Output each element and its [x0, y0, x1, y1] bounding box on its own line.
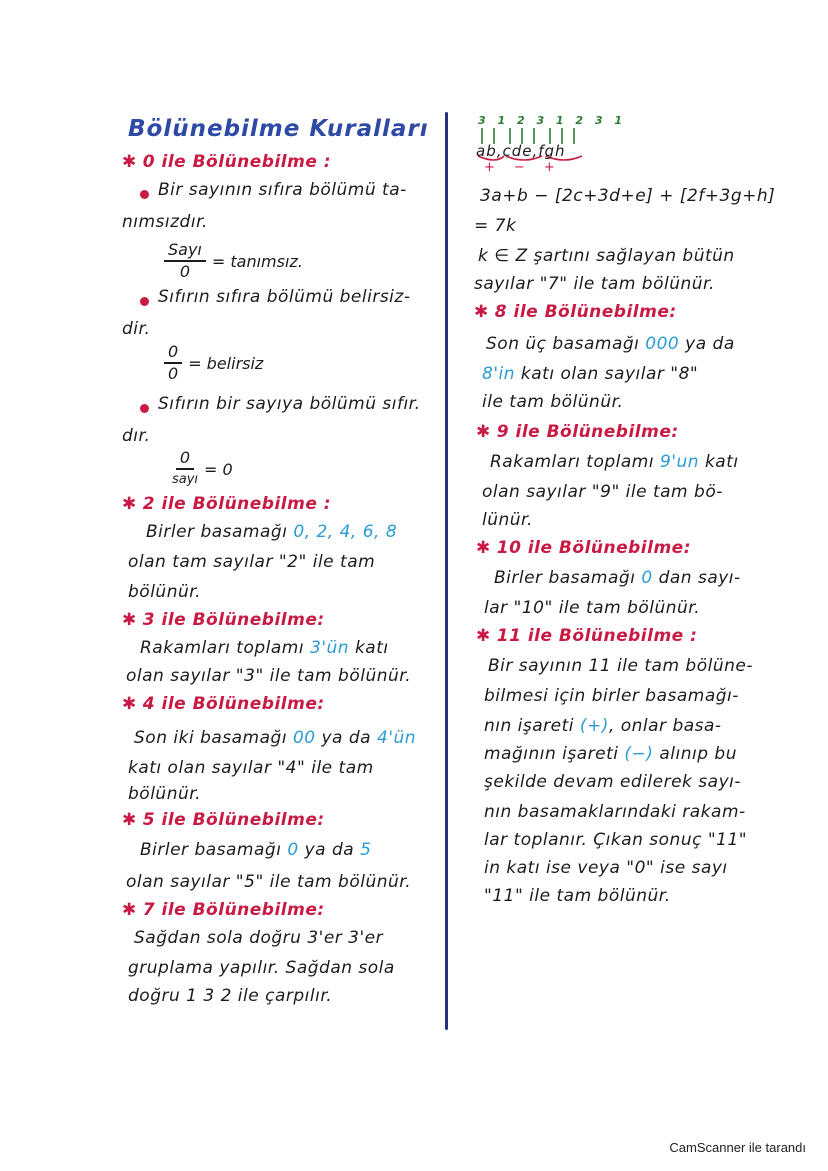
eleven-line8: in katı ise veya "0" ise sayı — [484, 858, 728, 878]
zero-rule2-line2: dir. — [122, 319, 151, 339]
two-line3: bölünür. — [128, 582, 202, 602]
fraction-zero-over-zero: $\frac{0}{0}$ = belirsiz — [164, 342, 263, 384]
digit-weights: 3 1 2 3 1 2 3 1 — [478, 114, 627, 127]
nine-line1: Rakamları toplamı 9'un katı — [490, 452, 739, 472]
asterisk-icon: ✱ — [122, 694, 137, 714]
group-signs: + − + — [484, 160, 556, 175]
eleven-line4: mağının işareti (−) alınıp bu — [484, 744, 737, 764]
eleven-line6: nın basamaklarındaki rakam- — [484, 802, 746, 822]
heading-zero: ✱ 0 ile Bölünebilme : — [122, 152, 332, 172]
asterisk-icon: ✱ — [122, 900, 137, 920]
page-title: Bölünebilme Kuralları — [128, 116, 429, 142]
asterisk-icon: ✱ — [122, 494, 137, 514]
two-line2: olan tam sayılar "2" ile tam — [128, 552, 376, 572]
heading-three: ✱ 3 ile Bölünebilme: — [122, 610, 325, 630]
seven-formula: 3a+b − [2c+3d+e] + [2f+3g+h] — [480, 186, 776, 206]
ten-line1: Birler basamağı 0 dan sayı- — [494, 568, 741, 588]
asterisk-icon: ✱ — [474, 302, 489, 322]
column-divider — [445, 112, 448, 1030]
heading-nine: ✱ 9 ile Bölünebilme: — [476, 422, 679, 442]
digit-letters: ab,cde,fgh — [476, 142, 566, 160]
three-line1: Rakamları toplamı 3'ün katı — [140, 638, 389, 658]
zero-rule3-line1: Sıfırın bir sayıya bölümü sıfır. — [158, 394, 421, 414]
zero-rule3-line2: dır. — [122, 426, 151, 446]
heading-eleven: ✱ 11 ile Bölünebilme : — [476, 626, 698, 646]
fraction-sayi-over-zero: Sayı 0 = tanımsız. — [164, 240, 303, 282]
heading-five: ✱ 5 ile Bölünebilme: — [122, 810, 325, 830]
eleven-line1: Bir sayının 11 ile tam bölüne- — [488, 656, 753, 676]
scanner-watermark: CamScanner ile tarandı — [669, 1140, 806, 1155]
seven-cont-line1: k ∈ Z şartını sağlayan bütün — [478, 246, 735, 266]
eleven-line9: "11" ile tam bölünür. — [484, 886, 671, 906]
bullet-icon — [140, 190, 149, 199]
four-line2: katı olan sayılar "4" ile tam — [128, 758, 374, 778]
bullet-icon — [140, 404, 149, 413]
asterisk-icon: ✱ — [122, 810, 137, 830]
seven-result: = 7k — [474, 216, 517, 236]
seven-line1: Sağdan sola doğru 3'er 3'er — [134, 928, 384, 948]
zero-rule2-line1: Sıfırın sıfıra bölümü belirsiz- — [158, 287, 411, 307]
fraction-zero-over-sayi: 0 sayı = 0 — [172, 448, 233, 487]
nine-line2: olan sayılar "9" ile tam bö- — [482, 482, 723, 502]
asterisk-icon: ✱ — [122, 152, 137, 172]
three-line2: olan sayılar "3" ile tam bölünür. — [126, 666, 412, 686]
eleven-line3: nın işareti (+), onlar basa- — [484, 716, 722, 736]
seven-line3: doğru 1 3 2 ile çarpılır. — [128, 986, 333, 1006]
zero-rule1-line2: nımsızdır. — [122, 212, 208, 232]
four-line1: Son iki basamağı 00 ya da 4'ün — [134, 728, 417, 748]
heading-eight: ✱ 8 ile Bölünebilme: — [474, 302, 677, 322]
five-line1: Birler basamağı 0 ya da 5 — [140, 840, 372, 860]
five-line2: olan sayılar "5" ile tam bölünür. — [126, 872, 412, 892]
asterisk-icon: ✱ — [476, 538, 491, 558]
seven-cont-line2: sayılar "7" ile tam bölünür. — [474, 274, 715, 294]
bullet-icon — [140, 297, 149, 306]
heading-ten: ✱ 10 ile Bölünebilme: — [476, 538, 691, 558]
heading-two: ✱ 2 ile Bölünebilme : — [122, 494, 332, 514]
seven-line2: gruplama yapılır. Sağdan sola — [128, 958, 395, 978]
ten-line2: lar "10" ile tam bölünür. — [484, 598, 701, 618]
asterisk-icon: ✱ — [476, 626, 491, 646]
four-line3: bölünür. — [128, 784, 202, 804]
nine-line3: lünür. — [482, 510, 533, 530]
heading-four: ✱ 4 ile Bölünebilme: — [122, 694, 325, 714]
eleven-line2: bilmesi için birler basamağı- — [484, 686, 739, 706]
asterisk-icon: ✱ — [122, 610, 137, 630]
two-line1: Birler basamağı 0, 2, 4, 6, 8 — [146, 522, 398, 542]
eight-line3: ile tam bölünür. — [482, 392, 624, 412]
eleven-line5: şekilde devam edilerek sayı- — [484, 772, 741, 792]
eight-line1: Son üç basamağı 000 ya da — [486, 334, 735, 354]
asterisk-icon: ✱ — [476, 422, 491, 442]
zero-rule1-line1: Bir sayının sıfıra bölümü ta- — [158, 180, 407, 200]
eight-line2: 8'in katı olan sayılar "8" — [482, 364, 699, 384]
eleven-line7: lar toplanır. Çıkan sonuç "11" — [484, 830, 748, 850]
heading-seven: ✱ 7 ile Bölünebilme: — [122, 900, 325, 920]
